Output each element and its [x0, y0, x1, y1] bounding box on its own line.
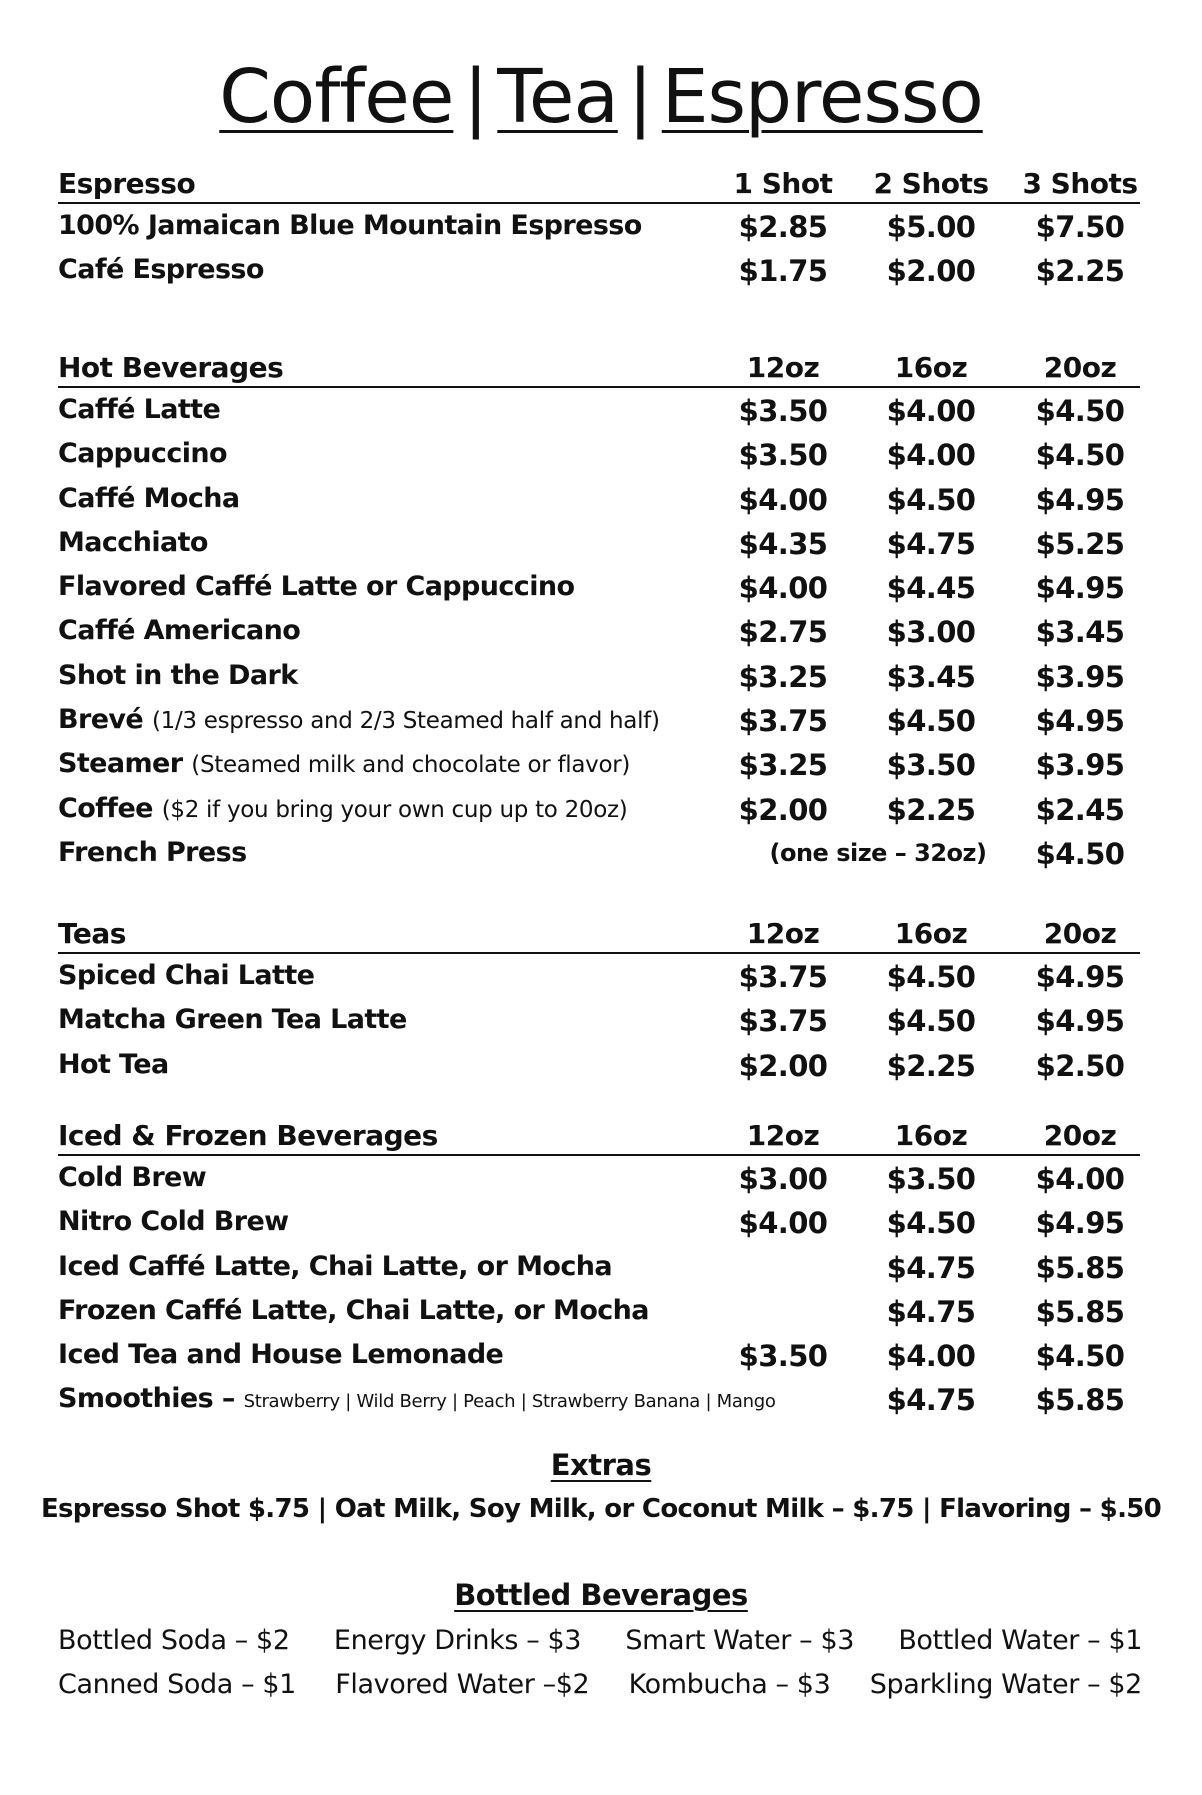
- item-name: 100% Jamaican Blue Mountain Espresso: [58, 210, 642, 241]
- price-1: $3.50: [738, 1339, 828, 1374]
- price-2: $3.00: [886, 615, 976, 650]
- item-name: [58, 704, 660, 735]
- price-3: $5.85: [1035, 1294, 1125, 1329]
- bottled-heading-text: Bottled Beverages: [454, 1578, 748, 1612]
- price-3: $4.95: [1035, 1206, 1125, 1241]
- price-1: $3.50: [738, 394, 828, 428]
- price-3: $4.95: [1035, 960, 1125, 994]
- section-espresso: [58, 162, 1140, 293]
- price-2: $5.00: [886, 210, 976, 244]
- price-1: $1.75: [738, 254, 828, 289]
- price-3: $5.85: [1035, 1383, 1125, 1418]
- column-header: 16oz: [894, 351, 968, 384]
- price-1: $2.00: [738, 792, 828, 827]
- column-header: 16oz: [894, 917, 968, 950]
- menu-item-row: [58, 742, 1140, 786]
- extras-heading: [0, 1448, 1202, 1482]
- column-header: 1 Shot: [733, 167, 833, 200]
- menu-item-row: [58, 1200, 1140, 1244]
- price-1: $4.00: [738, 1206, 828, 1241]
- price-3: $4.50: [1035, 438, 1125, 473]
- item-name: [58, 748, 630, 779]
- price-1: $2.75: [738, 615, 828, 650]
- column-header: 12oz: [746, 351, 820, 384]
- title-separator: |: [463, 54, 488, 140]
- price-2: $4.75: [886, 1383, 976, 1418]
- section-hot-beverages: [58, 346, 1140, 875]
- item-name-text: Smoothies –: [58, 1383, 235, 1415]
- column-header: 12oz: [746, 917, 820, 950]
- bottled-item: Smart Water – $3: [625, 1625, 855, 1656]
- column-header: 20oz: [1043, 351, 1117, 384]
- menu-title: [0, 52, 1202, 142]
- menu-item-row: [58, 698, 1140, 742]
- price-2: $2.25: [886, 792, 976, 827]
- price-2: $4.45: [886, 571, 976, 606]
- item-name: Caffé Latte: [58, 394, 221, 425]
- menu-item-row: [58, 998, 1140, 1042]
- menu-item-row: [58, 954, 1140, 998]
- item-name: [58, 1383, 776, 1414]
- item-name: Caffé Americano: [58, 615, 301, 647]
- price-3: $4.50: [1035, 836, 1125, 871]
- item-name: Frozen Caffé Latte, Chai Latte, or Mocha: [58, 1294, 649, 1326]
- price-1: $3.75: [738, 1004, 828, 1039]
- price-3: $7.50: [1035, 210, 1125, 244]
- bottled-item: Flavored Water –$2: [335, 1669, 590, 1700]
- title-tea: Tea: [497, 54, 618, 140]
- menu-item-row: [58, 248, 1140, 292]
- column-header: 20oz: [1043, 917, 1117, 950]
- item-name: Flavored Caffé Latte or Cappuccino: [58, 571, 575, 603]
- menu-item-row: [58, 1333, 1140, 1377]
- section-title: Iced & Frozen Beverages: [58, 1119, 438, 1152]
- menu-item-row: [58, 654, 1140, 698]
- bottled-item: Energy Drinks – $3: [333, 1625, 582, 1656]
- price-2: $4.50: [886, 1206, 976, 1241]
- item-name: Iced Tea and House Lemonade: [58, 1339, 504, 1371]
- menu-item-row: [58, 1377, 1140, 1421]
- price-1: $3.75: [738, 960, 828, 994]
- size-note: (one size – 32oz): [769, 838, 987, 867]
- section-header: [58, 162, 1140, 204]
- menu-item-row: [58, 204, 1140, 248]
- price-3: $4.95: [1035, 704, 1125, 739]
- price-2: $4.50: [886, 482, 976, 517]
- price-3: $5.85: [1035, 1250, 1125, 1285]
- price-1: $4.00: [738, 571, 828, 606]
- price-1: $3.25: [738, 659, 828, 694]
- item-note: (Steamed milk and chocolate or flavor): [191, 752, 631, 779]
- price-2: $4.50: [886, 1004, 976, 1039]
- price-1: $2.85: [738, 210, 828, 244]
- bottled-heading: [0, 1578, 1202, 1612]
- section-iced-frozen: [58, 1114, 1140, 1422]
- price-3: $3.95: [1035, 659, 1125, 694]
- price-3: $2.25: [1035, 254, 1125, 289]
- price-1: $3.00: [738, 1162, 828, 1196]
- extras-line: Espresso Shot $.75 | Oat Milk, Soy Milk, or Coconut Milk – $.75 | Flavoring – $.50: [40, 1494, 1162, 1524]
- price-3: $4.95: [1035, 1004, 1125, 1039]
- column-header: 16oz: [894, 1119, 968, 1152]
- title-espresso: Espresso: [661, 54, 983, 140]
- item-name: Shot in the Dark: [58, 659, 298, 691]
- column-header: 20oz: [1043, 1119, 1117, 1152]
- price-3: $2.50: [1035, 1048, 1125, 1083]
- price-1: $4.35: [738, 526, 828, 561]
- price-2: $4.75: [886, 526, 976, 561]
- price-3: $3.95: [1035, 748, 1125, 783]
- price-1: $4.00: [738, 482, 828, 517]
- menu-item-row: [58, 831, 1140, 875]
- title-coffee: Coffee: [219, 54, 454, 140]
- item-name: Iced Caffé Latte, Chai Latte, or Mocha: [58, 1250, 612, 1282]
- section-header: [58, 1114, 1140, 1156]
- item-name-text: Coffee: [58, 792, 153, 824]
- bottled-item: Sparkling Water – $2: [869, 1669, 1142, 1700]
- price-2: $4.75: [886, 1294, 976, 1329]
- section-title: Hot Beverages: [58, 351, 284, 384]
- item-name: French Press: [58, 836, 247, 868]
- item-name: Café Espresso: [58, 254, 264, 286]
- item-name: Cappuccino: [58, 438, 227, 470]
- column-header: 12oz: [746, 1119, 820, 1152]
- price-2: $4.00: [886, 394, 976, 428]
- price-2: $4.50: [886, 960, 976, 994]
- item-name: [58, 793, 627, 824]
- menu-item-row: [58, 521, 1140, 565]
- bottled-line-1: [58, 1625, 1142, 1656]
- price-1: $3.75: [738, 704, 828, 739]
- price-2: $4.75: [886, 1250, 976, 1285]
- price-3: $4.95: [1035, 482, 1125, 517]
- item-name: Cold Brew: [58, 1162, 207, 1193]
- bottled-line-2: [58, 1669, 1142, 1700]
- bottled-item: Bottled Water – $1: [898, 1625, 1142, 1656]
- menu-item-row: [58, 565, 1140, 609]
- extras-heading-text: Extras: [550, 1448, 652, 1482]
- price-2: $4.50: [886, 704, 976, 739]
- column-header: 2 Shots: [873, 167, 989, 200]
- price-3: $2.45: [1035, 792, 1125, 827]
- item-name-text: Steamer: [58, 748, 183, 780]
- price-1: $2.00: [738, 1048, 828, 1083]
- item-name-text: Brevé: [58, 704, 144, 736]
- section-header: [58, 912, 1140, 954]
- price-2: $3.50: [886, 1162, 976, 1196]
- price-1: $3.50: [738, 438, 828, 473]
- title-separator: |: [627, 54, 652, 140]
- price-2: $2.25: [886, 1048, 976, 1083]
- price-3: $4.00: [1035, 1162, 1125, 1196]
- item-name: Macchiato: [58, 526, 208, 558]
- item-name: Nitro Cold Brew: [58, 1206, 289, 1238]
- bottled-item: Canned Soda – $1: [58, 1669, 296, 1700]
- bottled-item: Bottled Soda – $2: [58, 1625, 290, 1656]
- menu-item-row: [58, 609, 1140, 653]
- item-note: (1/3 espresso and 2/3 Steamed half and half): [151, 708, 660, 735]
- item-name: Spiced Chai Latte: [58, 960, 315, 991]
- price-3: $5.25: [1035, 526, 1125, 561]
- item-name: Hot Tea: [58, 1048, 169, 1080]
- item-name: Caffé Mocha: [58, 482, 240, 514]
- price-3: $4.50: [1035, 1339, 1125, 1374]
- item-note: ($2 if you bring your own cup up to 20oz): [161, 796, 628, 823]
- smoothie-flavors: Strawberry | Wild Berry | Peach | Strawberry Banana | Mango: [243, 1391, 776, 1413]
- menu-item-row: [58, 1156, 1140, 1200]
- section-teas: [58, 912, 1140, 1087]
- menu-item-row: [58, 1245, 1140, 1289]
- menu-item-row: [58, 432, 1140, 476]
- price-3: $3.45: [1035, 615, 1125, 650]
- item-name: Matcha Green Tea Latte: [58, 1004, 407, 1036]
- column-header: 3 Shots: [1022, 167, 1138, 200]
- menu-item-row: [58, 388, 1140, 432]
- menu-item-row: [58, 1289, 1140, 1333]
- price-1: $3.25: [738, 748, 828, 783]
- price-2: $3.50: [886, 748, 976, 783]
- section-title: Teas: [58, 917, 126, 950]
- menu-item-row: [58, 787, 1140, 831]
- menu-item-row: [58, 477, 1140, 521]
- price-2: $3.45: [886, 659, 976, 694]
- bottled-item: Kombucha – $3: [628, 1669, 831, 1700]
- menu-item-row: [58, 1043, 1140, 1087]
- price-3: $4.50: [1035, 394, 1125, 428]
- price-2: $2.00: [886, 254, 976, 289]
- section-title: Espresso: [58, 167, 196, 200]
- section-header: [58, 346, 1140, 388]
- price-2: $4.00: [886, 1339, 976, 1374]
- price-2: $4.00: [886, 438, 976, 473]
- price-3: $4.95: [1035, 571, 1125, 606]
